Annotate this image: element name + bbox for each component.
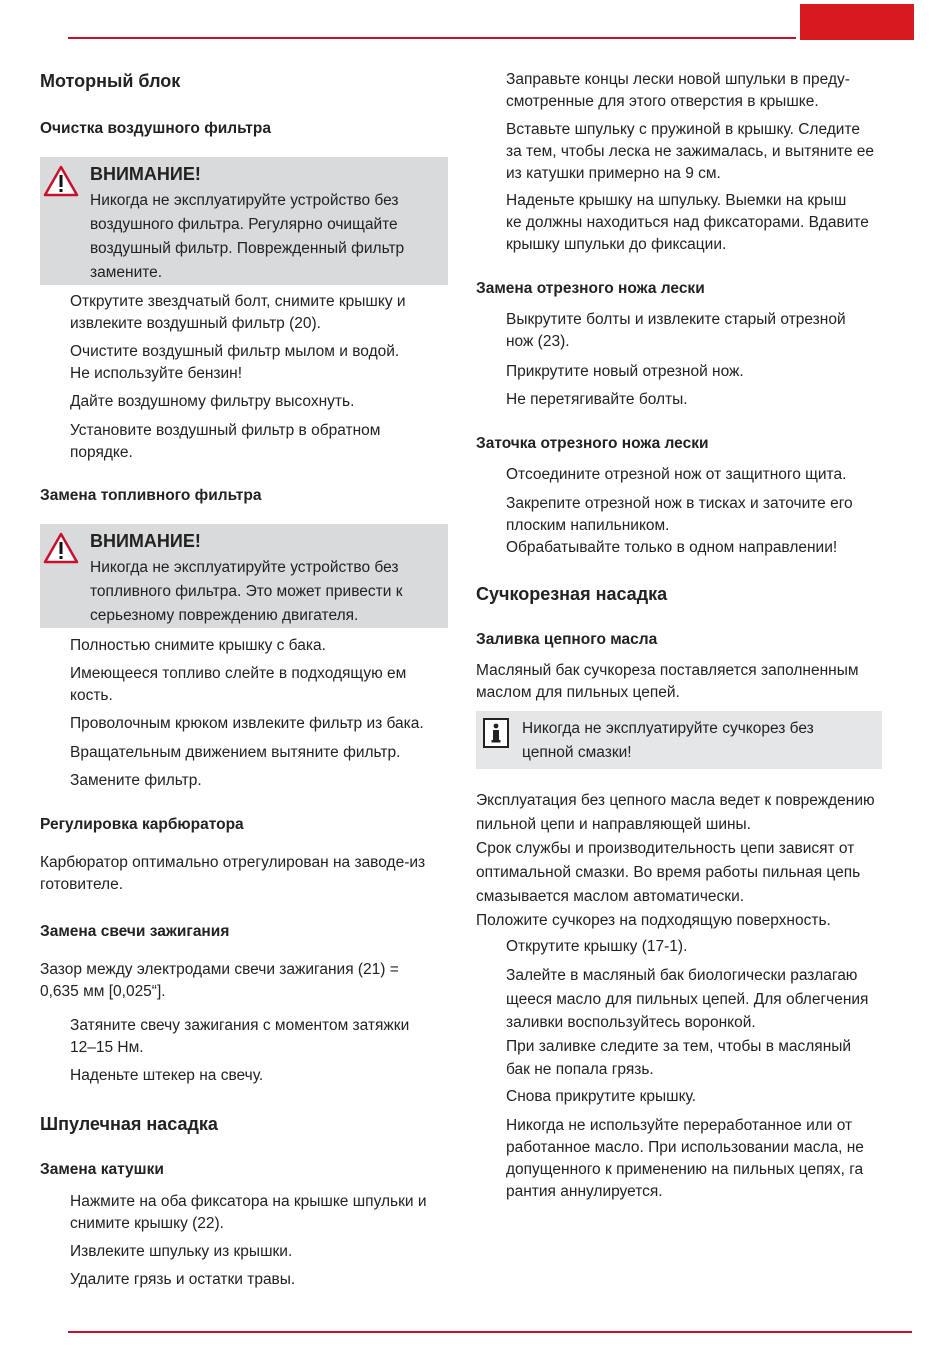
subsection-title-carburetor: Регулировка карбюратора <box>40 816 244 833</box>
step-line: порядке. <box>70 444 133 461</box>
text-line: Масляный бак сучкореза поставляется заполненным <box>476 662 859 679</box>
step-line: Очистите воздушный фильтр мылом и водой. <box>70 343 400 360</box>
step-knife-2 <box>506 361 744 383</box>
step-line: Залейте в масляный бак биологически разлагаю <box>506 967 858 984</box>
step-line: Выкрутите болты и извлеките старый отрезной <box>506 311 846 328</box>
step-line: Заправьте концы лески новой шпульки в преду- <box>506 71 850 88</box>
step-oil-2 <box>506 964 868 1082</box>
step-fuel-2 <box>70 663 406 707</box>
step-line: кость. <box>70 687 113 704</box>
step-line: Снова прикрутите крышку. <box>506 1088 697 1105</box>
step-line: Установите воздушный фильтр в обратном <box>70 422 381 439</box>
section-title-spool: Шпулечная насадка <box>40 1114 218 1134</box>
info-note-box <box>476 711 882 769</box>
step-line: Вращательным движением вытяните фильтр. <box>70 744 401 761</box>
step-line: смотренные для этого отверстия в крышке. <box>506 93 819 110</box>
subsection-title-knife-replace: Замена отрезного ножа лески <box>476 280 705 297</box>
step-line: щееся масло для пильных цепей. Для облегчения <box>506 990 869 1008</box>
step-line: Имеющееся топливо слейте в подходящую ем <box>70 665 407 682</box>
step-line: работанное масло. При использовании масла, не <box>506 1139 864 1156</box>
step-line: Дайте воздушному фильтру высохнуть. <box>70 393 355 410</box>
warning-line: Никогда не эксплуатируйте устройство без <box>90 559 399 576</box>
step-line: Обрабатывайте только в одном направлении! <box>506 539 838 556</box>
step-line: допущенного к применению на пильных цепях, га <box>506 1161 864 1178</box>
section-title-pruner: Сучкорезная насадка <box>476 584 668 604</box>
header-rule <box>68 37 796 39</box>
subsection-title-coil: Замена катушки <box>40 1161 164 1178</box>
step-line: Прикрутите новый отрезной нож. <box>506 363 744 380</box>
text-line: цепной смазки! <box>522 744 632 761</box>
paragraph-carburetor <box>40 852 425 896</box>
step-line: Вставьте шпульку с пружиной в крышку. Следите <box>506 121 860 138</box>
step-coil-4 <box>506 69 850 113</box>
subsection-title-knife-sharpen: Заточка отрезного ножа лески <box>476 435 709 452</box>
step-line: ке должны находиться над фиксаторами. Вдавите <box>506 214 869 231</box>
header-red-tab <box>800 4 914 40</box>
step-line: Замените фильтр. <box>70 772 202 789</box>
step-fuel-1 <box>70 635 326 657</box>
step-line: Открутите крышку (17-1). <box>506 938 688 955</box>
subsection-title-air-filter: Очистка воздушного фильтра <box>40 120 271 137</box>
step-coil-3 <box>70 1269 295 1291</box>
text-line: Никогда не эксплуатируйте сучкорез без <box>522 720 814 737</box>
step-line: При заливке следите за тем, чтобы в масляный <box>506 1037 852 1055</box>
step-line: извлеките воздушный фильтр (20). <box>70 315 321 332</box>
warning-line: воздушного фильтра. Регулярно очищайте <box>90 216 398 233</box>
step-line: за тем, чтобы леска не зажималась, и вытяните ее <box>506 143 875 160</box>
text-line: 0,635 мм [0,025“]. <box>40 983 166 1000</box>
text-line: оптимальной смазки. Во время работы пильная цепь <box>476 864 861 881</box>
warning-line: воздушный фильтр. Поврежденный фильтр <box>90 240 405 257</box>
warning-box-air-filter <box>40 157 448 285</box>
step-coil-5 <box>506 119 874 185</box>
step-line: Затяните свечу зажигания с моментом затяжки <box>70 1017 410 1034</box>
subsection-title-chain-oil: Заливка цепного масла <box>476 631 658 648</box>
paragraph-oil-usage <box>476 789 875 933</box>
step-oil-3 <box>506 1086 696 1108</box>
step-line: Нажмите на оба фиксатора на крышке шпульки и <box>70 1193 427 1210</box>
warning-line: Никогда не эксплуатируйте устройство без <box>90 192 399 209</box>
step-knife-1 <box>506 309 846 353</box>
step-plug-1 <box>70 1015 409 1059</box>
text-line: пильной цепи и направляющей шины. <box>476 816 751 833</box>
step-fuel-4 <box>70 742 400 764</box>
step-line: Извлеките шпульку из крышки. <box>70 1243 293 1260</box>
subsection-title-fuel-filter: Замена топливного фильтра <box>40 487 262 504</box>
section-title-motor: Моторный блок <box>40 71 181 91</box>
step-sharpen-2 <box>506 493 853 559</box>
text-line: Положите сучкорез на подходящую поверхность. <box>476 912 831 929</box>
step-line: снимите крышку (22). <box>70 1215 224 1232</box>
step-line: Не перетягивайте болты. <box>506 391 688 408</box>
step-line: заливки воспользуйтесь воронкой. <box>506 1014 756 1031</box>
subsection-title-spark-plug: Замена свечи зажигания <box>40 923 230 940</box>
warning-triangle-icon <box>43 532 79 564</box>
warning-line: топливного фильтра. Это может привести к <box>90 583 403 600</box>
step-air-3 <box>70 391 354 413</box>
step-line: 12–15 Нм. <box>70 1039 144 1056</box>
step-plug-2 <box>70 1065 263 1087</box>
text-line: готовителе. <box>40 876 124 893</box>
step-air-4 <box>70 420 380 464</box>
warning-title: ВНИМАНИЕ! <box>90 164 201 184</box>
paragraph-spark-plug <box>40 959 399 1003</box>
step-line: бак не попала грязь. <box>506 1061 654 1078</box>
step-line: Наденьте крышку на шпульку. Выемки на крыш <box>506 192 847 209</box>
step-oil-1 <box>506 936 687 958</box>
step-coil-6 <box>506 190 869 256</box>
step-fuel-3 <box>70 713 424 735</box>
text-line: маслом для пильных цепей. <box>476 684 680 701</box>
text-line: Карбюратор оптимально отрегулирован на заводе-из <box>40 854 426 871</box>
warning-triangle-icon <box>43 165 79 197</box>
step-coil-1 <box>70 1191 427 1235</box>
step-fuel-5 <box>70 770 202 792</box>
step-line: Отсоедините отрезной нож от защитного щита. <box>506 466 847 483</box>
step-line: Проволочным крюком извлеките фильтр из бака. <box>70 715 424 732</box>
step-line: плоским напильником. <box>506 517 670 534</box>
step-sharpen-1 <box>506 464 846 486</box>
step-line: Никогда не используйте переработанное или от <box>506 1117 853 1134</box>
step-line: нож (23). <box>506 333 570 350</box>
step-line: Открутите звездчатый болт, снимите крышку и <box>70 293 406 310</box>
step-line: Не используйте бензин! <box>70 365 243 382</box>
step-knife-3 <box>506 389 688 411</box>
text-line: Зазор между электродами свечи зажигания (21) = <box>40 961 399 978</box>
step-air-1 <box>70 291 406 335</box>
text-line: Срок службы и производительность цепи зависят от <box>476 840 855 857</box>
step-coil-2 <box>70 1241 292 1263</box>
warning-title: ВНИМАНИЕ! <box>90 531 201 551</box>
step-line: рантия аннулируется. <box>506 1183 663 1200</box>
note-text <box>522 717 814 765</box>
text-line: смазывается маслом автоматически. <box>476 888 745 905</box>
step-line: Полностью снимите крышку с бака. <box>70 637 326 654</box>
paragraph-chain-oil <box>476 660 859 704</box>
step-line: крышку шпульки до фиксации. <box>506 236 727 253</box>
step-air-2 <box>70 341 399 385</box>
text-line: Эксплуатация без цепного масла ведет к повреждению <box>476 792 875 809</box>
footer-rule <box>68 1331 912 1333</box>
info-icon <box>483 718 509 748</box>
step-line: Удалите грязь и остатки травы. <box>70 1271 296 1288</box>
step-line: из катушки примерно на 9 см. <box>506 165 721 182</box>
step-oil-4 <box>506 1115 864 1203</box>
warning-box-fuel-filter <box>40 524 448 628</box>
warning-line: серьезному повреждению двигателя. <box>90 607 359 624</box>
step-line: Наденьте штекер на свечу. <box>70 1067 264 1084</box>
warning-line: замените. <box>90 264 163 281</box>
step-line: Закрепите отрезной нож в тисках и заточите его <box>506 495 853 512</box>
